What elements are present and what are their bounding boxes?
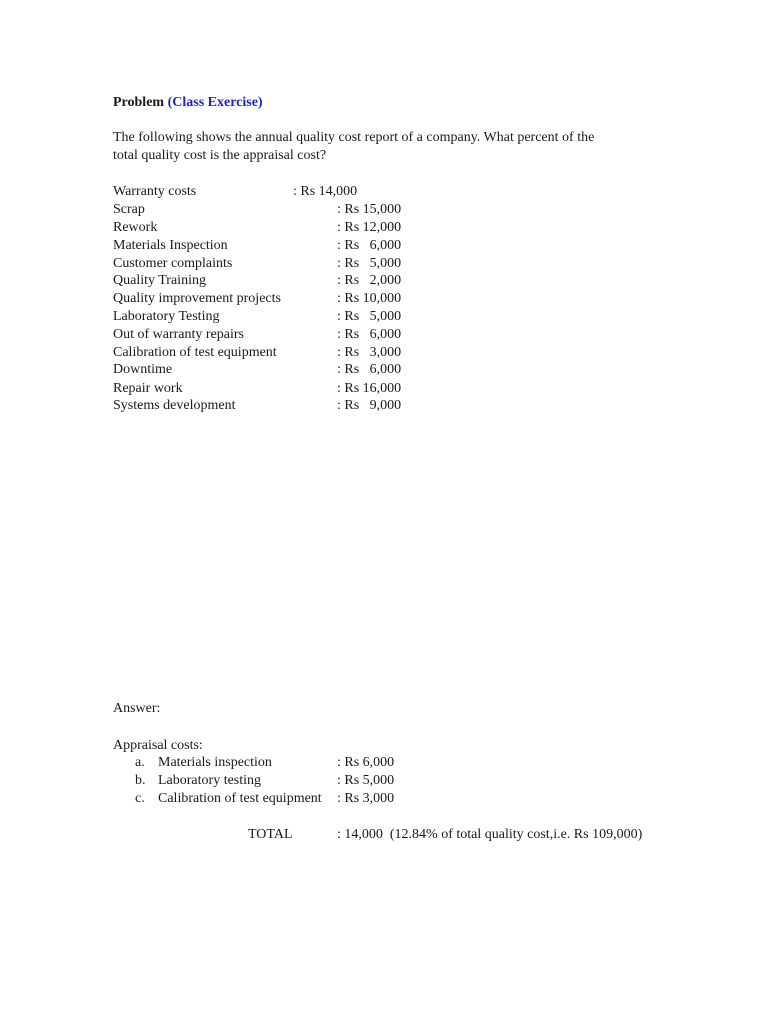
list-item bbox=[113, 772, 633, 790]
list-marker: a. bbox=[135, 755, 145, 770]
cost-row bbox=[113, 380, 633, 398]
cost-label: Laboratory Testing bbox=[113, 309, 220, 324]
cost-value: : Rs 3,000 bbox=[337, 345, 402, 360]
cost-value: : Rs 15,000 bbox=[337, 202, 402, 217]
list-marker: b. bbox=[135, 773, 146, 788]
cost-value: : Rs 5,000 bbox=[337, 256, 402, 271]
cost-row bbox=[113, 308, 633, 326]
cost-label: Quality Training bbox=[113, 273, 206, 288]
problem-heading: Problem bbox=[113, 95, 165, 110]
cost-value: : Rs 6,000 bbox=[337, 238, 402, 253]
cost-row bbox=[113, 255, 633, 273]
cost-label: Materials Inspection bbox=[113, 238, 228, 253]
problem-title bbox=[113, 94, 263, 112]
cost-label: Scrap bbox=[113, 202, 145, 217]
cost-row bbox=[113, 237, 633, 255]
cost-row bbox=[113, 344, 633, 362]
list-item-value: : Rs 6,000 bbox=[337, 755, 395, 770]
cost-row bbox=[113, 183, 633, 201]
cost-value: : Rs 10,000 bbox=[337, 291, 402, 306]
list-item-label: Laboratory testing bbox=[158, 773, 262, 788]
list-item bbox=[113, 754, 633, 772]
cost-row bbox=[113, 326, 633, 344]
appraisal-heading: Appraisal costs: bbox=[113, 738, 203, 753]
total-label: TOTAL bbox=[248, 827, 293, 842]
cost-label: Customer complaints bbox=[113, 256, 233, 271]
cost-label: Repair work bbox=[113, 381, 183, 396]
list-item bbox=[113, 790, 633, 808]
problem-text-line-2: total quality cost is the appraisal cost? bbox=[113, 148, 327, 163]
cost-value: : Rs 2,000 bbox=[337, 273, 402, 288]
cost-row bbox=[113, 201, 633, 219]
cost-value: : Rs 16,000 bbox=[337, 381, 402, 396]
cost-value: : Rs 9,000 bbox=[337, 398, 402, 413]
cost-label: Quality improvement projects bbox=[113, 291, 281, 306]
cost-row bbox=[113, 290, 633, 308]
cost-value: : Rs 6,000 bbox=[337, 327, 402, 342]
cost-label: Calibration of test equipment bbox=[113, 345, 277, 360]
cost-label: Out of warranty repairs bbox=[113, 327, 245, 342]
cost-row bbox=[113, 272, 633, 290]
cost-row bbox=[113, 219, 633, 237]
answer-label: Answer: bbox=[113, 701, 161, 716]
cost-label: Systems development bbox=[113, 398, 236, 413]
cost-value: : Rs 6,000 bbox=[337, 362, 402, 377]
cost-label: Rework bbox=[113, 220, 158, 235]
cost-row bbox=[113, 397, 633, 415]
list-item-value: : Rs 5,000 bbox=[337, 773, 395, 788]
cost-value: : Rs 5,000 bbox=[337, 309, 402, 324]
cost-value: : Rs 14,000 bbox=[293, 184, 358, 199]
problem-subheading: (Class Exercise) bbox=[167, 95, 263, 110]
cost-value: : Rs 12,000 bbox=[337, 220, 402, 235]
list-marker: c. bbox=[135, 791, 145, 806]
cost-label: Downtime bbox=[113, 362, 173, 377]
list-item-value: : Rs 3,000 bbox=[337, 791, 395, 806]
problem-text-line-1: The following shows the annual quality cost report of a company. What percent of the bbox=[113, 130, 595, 145]
total-value: : 14,000 (12.84% of total quality cost,i.e. Rs 109,000) bbox=[337, 827, 643, 842]
cost-label: Warranty costs bbox=[113, 184, 197, 199]
list-item-label: Materials inspection bbox=[158, 755, 272, 770]
list-item-label: Calibration of test equipment bbox=[158, 791, 322, 806]
cost-row bbox=[113, 361, 633, 379]
